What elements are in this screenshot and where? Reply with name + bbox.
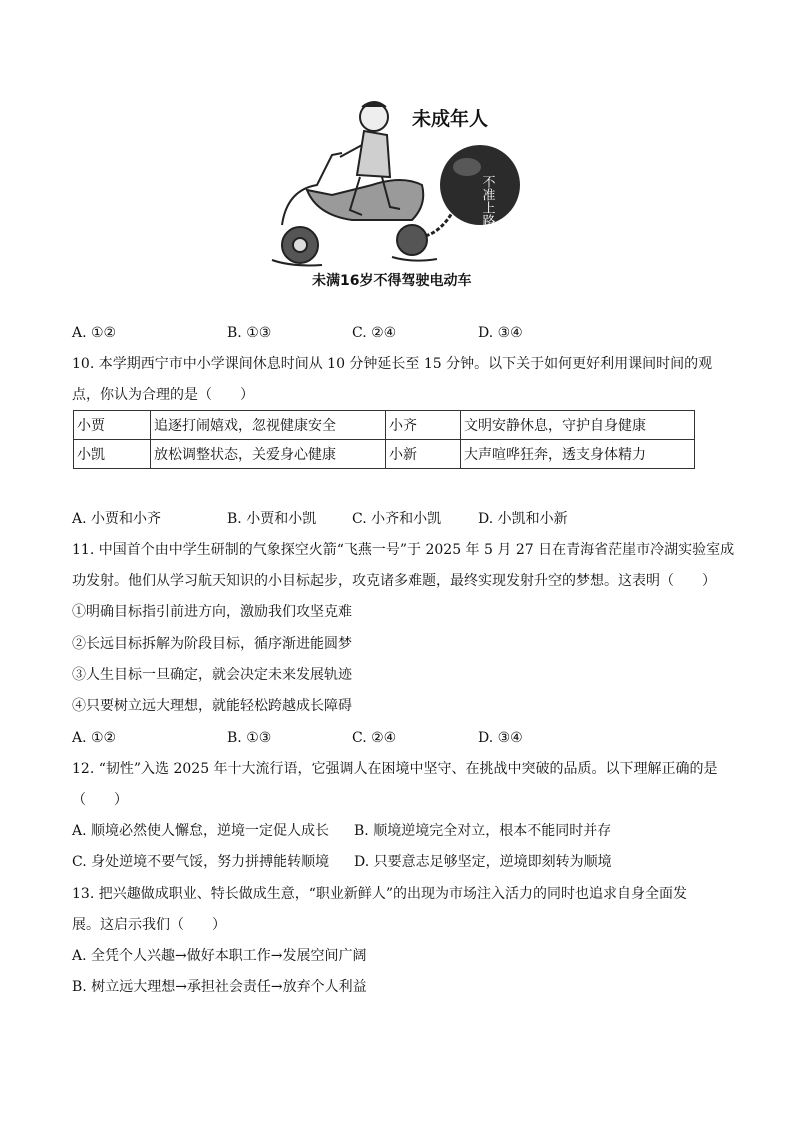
q12-option-c: C. 身处逆境不要气馁，努力拼搏能转顺境 <box>72 854 330 870</box>
q9-option-d: D. ③④ <box>478 325 523 341</box>
cartoon-illustration <box>262 95 532 290</box>
q10-option-a: A. 小贾和小齐 <box>72 511 162 527</box>
cartoon-caption: 未满16岁不得驾驶电动车 <box>312 273 472 289</box>
q11-statement-3: ③人生目标一旦确定，就会决定未来发展轨迹 <box>72 667 352 683</box>
q12-option-a: A. 顺境必然使人懈怠，逆境一定促人成长 <box>72 823 330 839</box>
q11-option-d: D. ③④ <box>478 730 523 746</box>
table-cell: 文明安静休息，守护自身健康 <box>461 411 695 440</box>
q11-stem-line1: 11. 中国首个由中学生研制的气象探空火箭“飞燕一号”于 2025 年 5 月 27 日在青海省茫崖市冷湖实验室成 <box>72 542 735 558</box>
q9-option-a: A. ①② <box>72 325 117 341</box>
q9-option-c: C. ②④ <box>352 325 397 341</box>
table-cell: 追逐打闹嬉戏，忽视健康安全 <box>151 411 386 440</box>
table-row <box>74 411 695 440</box>
q10-option-d: D. 小凯和小新 <box>478 511 568 527</box>
q12-option-d: D. 只要意志足够坚定，逆境即刻转为顺境 <box>354 854 612 870</box>
cartoon-title: 未成年人 <box>412 108 489 130</box>
q13-stem-line1: 13. 把兴趣做成职业、特长做成生意，“职业新鲜人”的出现为市场注入活力的同时也追求自身全面发 <box>72 886 688 902</box>
q10-stem-line1: 10. 本学期西宁市中小学课间休息时间从 10 分钟延长至 15 分钟。以下关于如何更好利用课间时间的观 <box>72 356 713 372</box>
q12-option-b: B. 顺境逆境完全对立，根本不能同时并存 <box>354 823 612 839</box>
table-cell: 放松调整状态，关爱身心健康 <box>151 440 386 469</box>
q11-option-c: C. ②④ <box>352 730 397 746</box>
q11-statement-1: ①明确目标指引前进方向，激励我们攻坚克难 <box>72 604 352 620</box>
q10-option-c: C. 小齐和小凯 <box>352 511 442 527</box>
q11-statement-4: ④只要树立远大理想，就能轻松跨越成长障碍 <box>72 698 352 714</box>
q10-stem-line2: 点，你认为合理的是（ ） <box>72 387 254 403</box>
q10-option-b: B. 小贾和小凯 <box>227 511 317 527</box>
scooter-drawing <box>272 153 437 265</box>
ball-text: 不准上路 <box>479 175 495 227</box>
table-cell: 小齐 <box>386 411 461 440</box>
q11-option-a: A. ①② <box>72 730 117 746</box>
table-cell: 小贾 <box>74 411 151 440</box>
table-cell: 小新 <box>386 440 461 469</box>
q10-views-table <box>73 410 695 469</box>
table-cell: 大声喧哗狂奔，透支身体精力 <box>461 440 695 469</box>
q9-option-b: B. ①③ <box>227 325 272 341</box>
q11-statement-2: ②长远目标拆解为阶段目标，循序渐进能圆梦 <box>72 636 352 652</box>
q13-option-a: A. 全凭个人兴趣→做好本职工作→发展空间广阔 <box>72 948 367 964</box>
q13-option-b: B. 树立远大理想→承担社会责任→放弃个人利益 <box>72 979 367 995</box>
q11-stem-line2: 功发射。他们从学习航天知识的小目标起步，攻克诸多难题，最终实现发射升空的梦想。这表明（ ） <box>72 573 716 589</box>
table-cell: 小凯 <box>74 440 151 469</box>
table-row <box>74 440 695 469</box>
q12-stem-line1: 12. “韧性”入选 2025 年十大流行语，它强调人在困境中坚守、在挑战中突破的品质。以下理解正确的是 <box>72 761 718 777</box>
q12-stem-line2: （ ） <box>72 792 128 808</box>
q11-option-b: B. ①③ <box>227 730 272 746</box>
q13-stem-line2: 展。这启示我们（ ） <box>72 917 226 933</box>
